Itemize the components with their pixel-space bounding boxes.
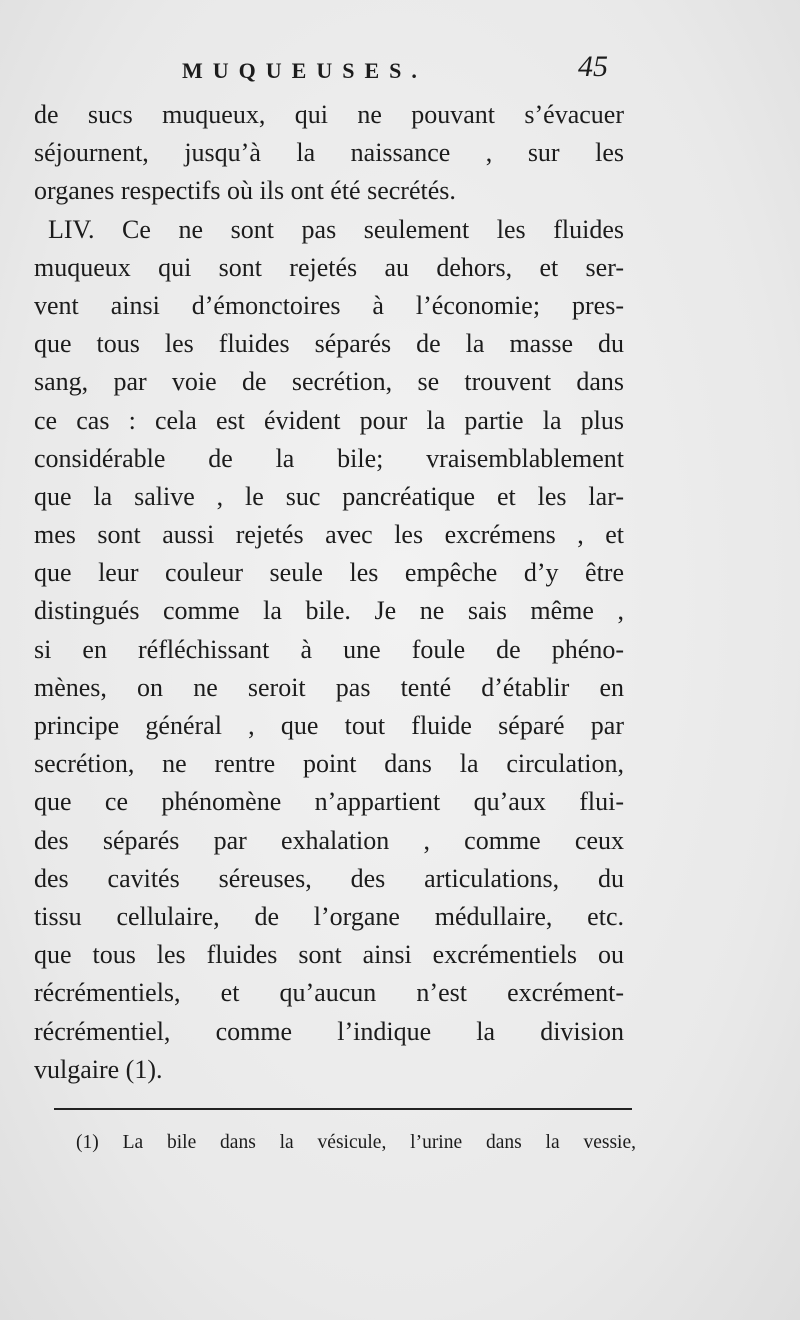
- text-line: secrétion, ne rentre point dans la circulation,: [34, 749, 624, 779]
- text-line: sang, par voie de secrétion, se trouvent dans: [34, 367, 624, 397]
- text-line: récrémentiel, comme l’indique la division: [34, 1016, 624, 1046]
- text-line: que la salive , le suc pancréatique et les lar-: [34, 481, 624, 511]
- text-line: muqueux qui sont rejetés au dehors, et ser-: [34, 252, 624, 282]
- page-header: [0, 50, 800, 94]
- text-line: mènes, on ne seroit pas tenté d’établir en: [34, 672, 624, 702]
- text-line: séjournent, jusqu’à la naissance , sur les: [34, 138, 624, 168]
- text-line: distingués comme la bile. Je ne sais même ,: [34, 596, 624, 626]
- text-line: de sucs muqueux, qui ne pouvant s’évacuer: [34, 100, 624, 129]
- text-line: que ce phénomène n’appartient qu’aux flui-: [34, 787, 624, 817]
- text-line: que tous les fluides sont ainsi excrémentiels ou: [34, 940, 624, 970]
- text-line: vent ainsi d’émonctoires à l’économie; pres-: [34, 290, 624, 320]
- text-line: que leur couleur seule les empêche d’y être: [34, 558, 624, 588]
- paragraph-start-line: LIV. Ce ne sont pas seulement les fluides: [48, 214, 624, 244]
- page-number: 45: [578, 50, 608, 83]
- body-text: [34, 96, 624, 1089]
- text-line: des cavités séreuses, des articulations, du: [34, 863, 624, 893]
- text-line: des séparés par exhalation , comme ceux: [34, 825, 624, 855]
- text-line: principe général , que tout fluide séparé par: [34, 711, 624, 740]
- text-line: mes sont aussi rejetés avec les excrémens , et: [34, 520, 624, 550]
- text-line: si en réfléchissant à une foule de phéno-: [34, 634, 624, 664]
- text-line: ce cas : cela est évident pour la partie la plus: [34, 405, 624, 435]
- text-line: organes respectifs où ils ont été secrétés.: [34, 176, 456, 206]
- text-line: que tous les fluides séparés de la masse du: [34, 329, 624, 359]
- text-line: considérable de la bile; vraisemblablement: [34, 443, 624, 473]
- footnote: (1) La bile dans la vésicule, l’urine dans la vessie,: [76, 1132, 636, 1153]
- text-line: vulgaire (1).: [34, 1054, 163, 1084]
- text-line: tissu cellulaire, de l’organe médullaire, etc.: [34, 901, 624, 931]
- running-head: MUQUEUSES.: [182, 58, 427, 83]
- footnote-rule: [54, 1108, 632, 1110]
- text-line: récrémentiels, et qu’aucun n’est excrément-: [34, 978, 624, 1008]
